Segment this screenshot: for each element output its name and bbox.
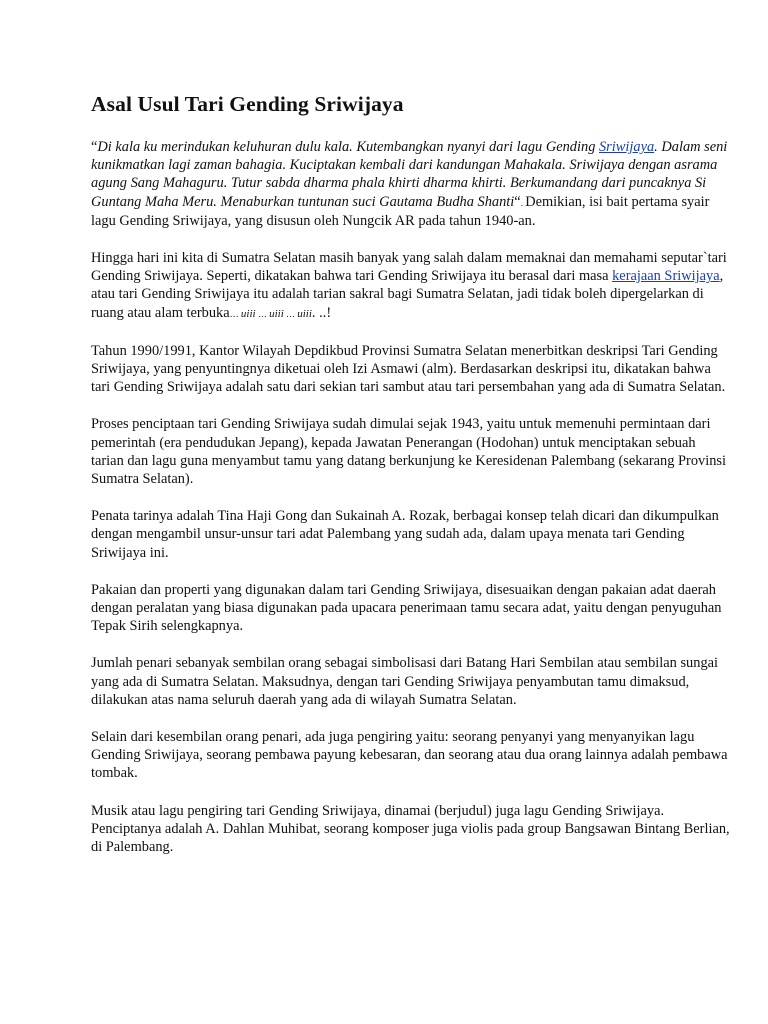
paragraph-4: Proses penciptaan tari Gending Sriwijaya sudah dimulai sejak 1943, yaitu untuk memenuhi permintaan dari pemerintah (era pendudukan Jepang), kepada Jawatan Penerangan (Hodohan) untuk menciptakan sebuah tarian dan lagu guna menyambut tamu yang datang berkunjung ke Keresidenan Palembang (sekarang Provinsi Sumatra Selatan). — [91, 416, 727, 488]
paragraph-8: Selain dari kesembilan orang penari, ada juga pengiring yaitu: seorang penyanyi yang menyanyikan lagu Gending Sriwijaya, seorang pembawa payung kebesaran, dan seorang atau dua orang lainnya adalah pembawa tombak. — [91, 729, 728, 782]
paragraph-1-rest: Demikian, isi bait pertama syair lagu Gending Sriwijaya, yang disusun oleh Nungcik AR pada tahun 1940-an. — [91, 193, 710, 229]
paragraph-2-b: , atau tari Gending Sriwijaya itu adalah tarian sakral bagi Sumatra Selatan, jadi tidak boleh dipergelarkan di ruang atau alam terbuka — [91, 268, 724, 321]
lyric-italic-a: Di kala ku merindukan keluhuran dulu kala. Kutembangkan nyanyi dari lagu Gending — [97, 139, 599, 155]
kerajaan-sriwijaya-link[interactable]: kerajaan Sriwijaya — [612, 268, 720, 285]
uiii-1: uiii — [240, 307, 256, 320]
ellipsis-2: … — [255, 308, 270, 319]
paragraph-1 — [91, 138, 731, 230]
paragraph-2-a: Hingga hari ini kita di Sumatra Selatan masih banyak yang salah dalam memaknai dan memahami seputar`tari Gending Sriwijaya. Seperti, dikatakan bahwa tari Gending Sriwijaya itu berasal dari masa — [91, 250, 727, 285]
paragraph-2 — [91, 249, 731, 323]
ellipsis-3: … — [283, 308, 298, 319]
paragraph-6: Pakaian dan properti yang digunakan dalam tari Gending Sriwijaya, disesuaikan dengan pakaian adat daerah dengan peralatan yang biasa digunakan pada upacara penerimaan tamu secara adat, yaitu dengan penyuguhan Tepak Sirih selengkapnya. — [91, 581, 722, 635]
open-quote: “ — [91, 139, 98, 155]
uiii-3: uiii — [297, 307, 312, 320]
sriwijaya-link[interactable]: Sriwijaya — [598, 139, 655, 155]
paragraph-5: Penata tarinya adalah Tina Haji Gong dan Sukainah A. Rozak, berbagai konsep telah dicari dan dikumpulkan dengan mengambil unsur-unsur tari adat Palembang yang sudah ada, dalam upaya menata tari Gending Sriwijaya ini. — [91, 508, 719, 561]
ellipsis-1: … — [229, 308, 241, 319]
lyric-italic-b: . Dalam seni kunikmatkan lagi zaman bahagia. Kuciptakan kembali dari kandungan Mahakala. Sriwijaya dengan asrama agung Sang Mahaguru. Tutur sabda dharma phala khirti dharma khirti. Berkumandang dari puncaknya Si Guntang Maha Meru. Menaburkan tuntunan suci Gautama Budha Shanti — [91, 139, 728, 210]
uiii-2: uiii — [269, 307, 284, 320]
paragraph-3: Tahun 1990/1991, Kantor Wilayah Depdikbud Provinsi Sumatra Selatan menerbitkan deskripsi Tari Gending Sriwijaya, yang penyuntingnya diketuai oleh Izi Asmawi (alm). Berdasarkan deskripsi itu, dikatakan bahwa tari Gending Sriwijaya adalah satu dari sekian tari sambut atau tari persembahan yang ada di Sumatra Selatan. — [91, 342, 726, 396]
document-page — [91, 90, 731, 875]
close-quote: “ — [514, 193, 521, 210]
paragraph-7: Jumlah penari sebanyak sembilan orang sebagai simbolisasi dari Batang Hari Sembilan atau sembilan sungai yang ada di Sumatra Selatan. Maksudnya, dengan tari Gending Sriwijaya penyambutan tamu dimaksud, dilakukan atas nama seluruh daerah yang ada di wilayah Sumatra Selatan. — [91, 655, 719, 708]
small-dot: . — [520, 197, 526, 208]
paragraph-2-end: . ..! — [311, 304, 332, 321]
paragraph-9: Musik atau lagu pengiring tari Gending Sriwijaya, dinamai (berjudul) juga lagu Gending Sriwijaya. Penciptanya adalah A. Dahlan Muhibat, seorang komposer juga violis pada group Bangsawan Bintang Berlian, di Palembang. — [91, 802, 730, 856]
document-title: Asal Usul Tari Gending Sriwijaya — [91, 92, 404, 116]
